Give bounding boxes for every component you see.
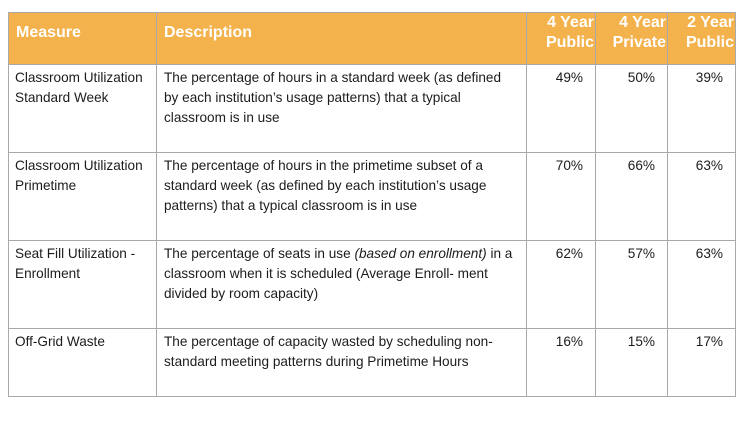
value-4yr-private: 50% — [596, 65, 668, 153]
measure-cell: Classroom Utilization Primetime — [9, 153, 157, 241]
header-measure: Measure — [9, 13, 157, 65]
table-row — [9, 329, 736, 397]
description-text: The percentage of seats in use — [164, 246, 355, 261]
value-4yr-public: 70% — [527, 153, 596, 241]
value-4yr-private: 66% — [596, 153, 668, 241]
header-4yr-private-line1: 4 Year — [619, 14, 666, 31]
value-4yr-public: 16% — [527, 329, 596, 397]
header-4yr-private — [596, 13, 668, 65]
value-2yr-public: 39% — [668, 65, 736, 153]
value-2yr-public: 63% — [668, 153, 736, 241]
header-4yr-public-line2: Public — [545, 34, 594, 51]
value-2yr-public: 63% — [668, 241, 736, 329]
table-row — [9, 241, 736, 329]
table-row — [9, 65, 736, 153]
value-4yr-private: 15% — [596, 329, 668, 397]
description-cell: The percentage of hours in a standard week (as defined by each institution’s usage patterns) that a typical classroom is in use — [157, 65, 527, 153]
value-4yr-private: 57% — [596, 241, 668, 329]
header-4yr-public — [527, 13, 596, 65]
value-4yr-public: 62% — [527, 241, 596, 329]
header-4yr-public-line1: 4 Year — [547, 14, 594, 31]
measure-cell: Seat Fill Utilization - Enrollment — [9, 241, 157, 329]
description-italic-note: (based on enrollment) — [354, 246, 487, 261]
header-2yr-public — [668, 13, 736, 65]
description-cell: The percentage of hours in the primetime subset of a standard week (as defined by each institution’s usage patterns) that a typical classroom is in use — [157, 153, 527, 241]
measure-cell: Off-Grid Waste — [9, 329, 157, 397]
utilization-table — [8, 12, 736, 397]
table-row — [9, 153, 736, 241]
header-4yr-private-line2: Private — [612, 34, 666, 51]
header-2yr-public-line2: Public — [685, 34, 734, 51]
header-description: Description — [157, 13, 527, 65]
header-2yr-public-line1: 2 Year — [687, 14, 734, 31]
header-row — [9, 13, 736, 65]
value-2yr-public: 17% — [668, 329, 736, 397]
measure-cell: Classroom Utilization Standard Week — [9, 65, 157, 153]
description-cell: The percentage of capacity wasted by scheduling non-standard meeting patterns during Primetime Hours — [157, 329, 527, 397]
description-text-cont: in a classroom when it is scheduled (Average Enroll- ment divided by room capacity) — [164, 246, 513, 301]
value-4yr-public: 49% — [527, 65, 596, 153]
description-cell — [157, 241, 527, 329]
